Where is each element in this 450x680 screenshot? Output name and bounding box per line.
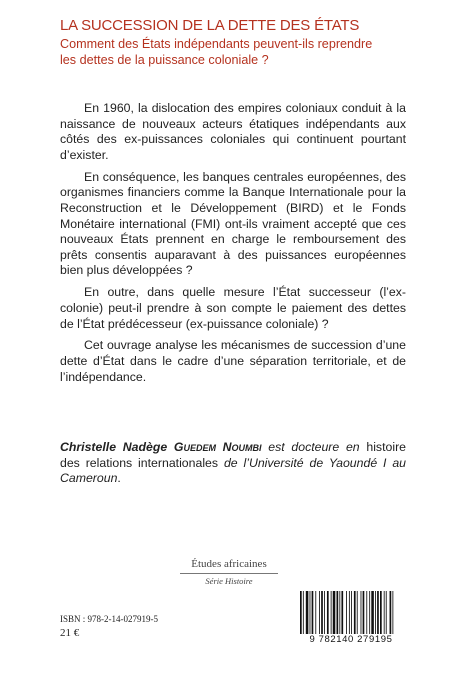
author-field: histoire des relations internationales bbox=[60, 440, 407, 470]
series-name: Études africaines bbox=[191, 558, 267, 570]
subtitle-line-2: les dettes de la puissance coloniale ? bbox=[60, 53, 269, 67]
blurb-paragraph-3: En outre, dans quelle mesure l’État successeur (l’ex-colonie) peut-il prendre à son compte le paiement des dettes de l’État prédécesseur (ex-puissance coloniale) ? bbox=[60, 285, 406, 331]
barcode bbox=[296, 591, 406, 647]
blurb-paragraph-1: En 1960, la dislocation des empires coloniaux conduit à la naissance de nouveaux acteurs étatiques indépendants aux côtés des ex-puissances coloniales qui continuent pourtant d’exister. bbox=[60, 101, 406, 162]
author-is: est bbox=[268, 440, 285, 454]
blurb-paragraph-2: En conséquence, les banques centrales européennes, des organismes financiers comme la Banque Internationale pour la Reconstruction et le Développement (BIRD) et le Fonds Monétaire international (FMI) ont-ils vraiment accepté que ces nouveaux États prennent en charge le remboursement des prêts consentis auparavant à des puissances européennes bien plus développées ? bbox=[60, 169, 406, 278]
series-mark bbox=[174, 558, 284, 587]
subtitle-line-1: Comment des États indépendants peuvent-ils reprendre bbox=[60, 37, 373, 51]
series-subseries: Série Histoire bbox=[205, 576, 253, 586]
price: 21 € bbox=[60, 627, 80, 639]
author-affiliation: de l’Université de Yaoundé I au Cameroun bbox=[60, 455, 406, 486]
book-subtitle bbox=[60, 36, 420, 68]
blurb bbox=[60, 101, 406, 392]
barcode-icon bbox=[296, 591, 406, 639]
blurb-paragraph-4: Cet ouvrage analyse les mécanismes de succession d’une dette d’État dans le cadre d’une séparation territoriale, et de l’indépendance. bbox=[60, 338, 406, 384]
author-first-names: Christelle Nadège bbox=[60, 440, 168, 454]
author-bio bbox=[60, 440, 406, 487]
isbn: ISBN : 978-2-14-027919-5 bbox=[60, 614, 158, 624]
author-role: docteure en bbox=[291, 440, 360, 454]
author-end: . bbox=[117, 471, 121, 486]
book-title: LA SUCCESSION DE LA DETTE DES ÉTATS bbox=[60, 17, 360, 34]
author-surname: Guedem Noumbi bbox=[173, 440, 262, 454]
author-name bbox=[60, 440, 262, 454]
barcode-digits: 9 782140 279195 bbox=[296, 634, 406, 645]
series-divider bbox=[180, 573, 278, 574]
